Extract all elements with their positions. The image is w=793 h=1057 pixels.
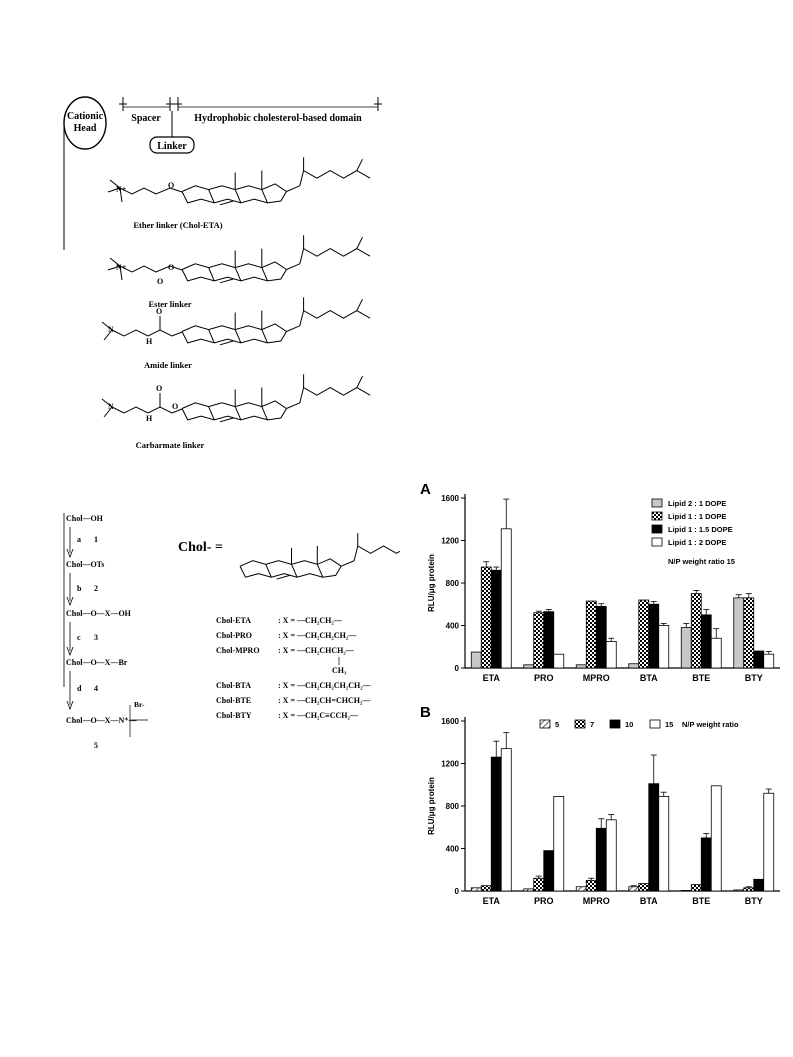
arrow-b-letter: b [77,584,82,593]
bar [471,888,481,891]
bar [681,628,691,668]
bar [481,886,491,891]
legend-label: Lipid 1 : 2 DOPE [668,538,727,547]
x-tick-label: MPRO [582,896,610,906]
atom-label: N+ [116,263,127,272]
legend-swatch [575,720,585,728]
legend-swatch [610,720,620,728]
bar [659,796,669,891]
bar [491,570,501,668]
def-name-bte: Chol-BTE [216,696,252,705]
atom-label: N [108,325,114,334]
atom-label: N [108,402,114,411]
x-tick-label: PRO [533,896,554,906]
x-tick-label: BTY [744,673,763,683]
bar [754,879,764,891]
struct-label-ester: Ester linker [148,299,192,309]
legend-swatch [652,538,662,546]
chart-a [420,480,785,685]
def-name-pro: Chol-PRO [216,631,252,640]
def-formula-bte: : X = —CH₂CH=CHCH₂— [278,696,371,705]
atom-label: O [156,307,163,316]
y-tick-label: 1600 [441,717,459,726]
legend-note: N/P weight ratio 15 [668,557,735,566]
atom-label: O [168,181,175,190]
legend-swatch [652,525,662,533]
step-2-text: Chol—OTs [66,560,105,569]
scheme-svg [60,505,400,795]
step-3-text: Chol—O—X—OH [66,609,131,618]
bar [554,654,564,668]
def-formula-eta: : X = —CH₂CH₂— [278,616,342,625]
bar [491,757,501,891]
bar [606,820,616,891]
legend-label: 15 [665,720,674,729]
bar [544,612,554,668]
bar [734,890,744,891]
bar [471,652,481,668]
panel-letter: A [420,481,431,498]
legend-label: Lipid 2 : 1 DOPE [668,499,727,508]
def-name-eta: Chol-ETA [216,616,251,625]
lipid-design-svg [60,85,390,460]
y-tick-label: 0 [454,887,459,896]
bar [701,838,711,891]
bar [734,598,744,668]
arrow-c-num: 3 [94,633,98,642]
arrow-d-letter: d [77,684,82,693]
bar [501,749,511,891]
def-name-mpro: Chol-MPRO [216,646,260,655]
legend-label: Lipid 1 : 1 DOPE [668,512,727,521]
bar [744,598,754,668]
chart-b-svg [420,703,785,908]
step-4-text: Chol—O—X—Br [66,658,128,667]
bar [711,786,721,891]
arrow-a-letter: a [77,535,81,544]
bar [501,529,511,668]
bar [481,567,491,668]
struct-label-amide: Amide linker [144,360,192,370]
legend-note: N/P weight ratio [682,720,739,729]
linker-label: Linker [157,141,187,152]
y-tick-label: 1200 [441,759,459,769]
bar [764,654,774,668]
bar [576,887,586,891]
atom-label: H [146,337,153,346]
x-tick-label: ETA [482,896,500,906]
chart-a-svg [420,480,785,685]
bar [764,793,774,891]
legend-swatch [652,499,662,507]
struct-label-carbamate: Carbarmate linker [135,440,205,450]
bar [691,885,701,891]
arrow-d-num: 4 [94,684,98,693]
atom-label: O [157,277,164,286]
y-tick-label: 0 [454,664,459,673]
x-tick-label: BTY [744,896,763,906]
atom-label: N+ [116,185,127,194]
step-1-text: Chol—OH [66,514,103,523]
scheme-arrows [67,527,73,709]
bar [586,880,596,891]
def-name-bta: Chol-BTA [216,681,251,690]
ch3-label: CH₃ [332,666,347,675]
bar [649,784,659,891]
domain-label: Hydrophobic cholesterol-based domain [194,113,362,124]
y-tick-label: 400 [445,844,459,854]
atom-label: O [168,263,175,272]
panel-letter: B [420,704,431,721]
bar [681,890,691,891]
def-name-bty: Chol-BTY [216,711,252,720]
bar [639,600,649,668]
struct-label-ether: Ether linker (Chol-ETA) [133,220,223,230]
atom-label: O [172,402,179,411]
y-axis-label: RLU/μg protein [427,554,436,612]
legend-swatch [540,720,550,728]
y-tick-label: 800 [445,579,459,588]
atom-label: O [156,384,163,393]
br-label: Br- [134,700,145,709]
head-label: Head [73,123,97,134]
bar [596,606,606,668]
y-tick-label: 1200 [441,536,459,546]
bar [534,613,544,668]
legend-label: Lipid 1 : 1.5 DOPE [668,525,733,534]
arrow-b-num: 2 [94,584,98,593]
bar [629,887,639,891]
chol-equals: Chol- = [178,540,223,555]
spacer-label: Spacer [131,113,161,124]
def-formula-pro: : X = —CH₂CH₂CH₂— [278,631,357,640]
x-tick-label: ETA [482,673,500,683]
chart-b [420,703,785,908]
x-tick-label: MPRO [582,673,610,683]
bar [691,594,701,668]
arrow-c-letter: c [77,633,81,642]
lipid-design-figure [60,85,390,460]
bar [711,638,721,668]
y-tick-label: 800 [445,802,459,811]
bar [639,884,649,891]
atom-label: H [146,414,153,423]
final-num: 5 [94,741,98,750]
synthesis-scheme [60,505,400,795]
x-tick-label: BTA [639,673,658,683]
bar [649,604,659,668]
cholesterol-skeleton [240,533,400,579]
legend-label: 10 [625,720,634,729]
bar [701,615,711,668]
legend-label: 7 [590,720,595,729]
def-formula-mpro: : X = —CH₂CHCH₂— [278,646,354,655]
x-tick-label: BTE [692,673,711,683]
bar [524,665,534,668]
bar [596,828,606,891]
bar [586,601,596,668]
legend-swatch [652,512,662,520]
bar [629,664,639,668]
bar [576,665,586,668]
x-tick-label: BTE [692,896,711,906]
bar [554,796,564,891]
bar [524,889,534,891]
bar [534,878,544,891]
bar [606,641,616,668]
def-formula-bty: : X = —CH₂C≡CCH₂— [278,711,358,720]
def-formula-bta: : X = —CH₂CH₂CH₂CH₂— [278,681,371,690]
legend-swatch [650,720,660,728]
cationic-head-label: Cationic [66,111,104,122]
x-tick-label: PRO [533,673,554,683]
y-tick-label: 400 [445,621,459,631]
x-tick-label: BTA [639,896,658,906]
bar [744,888,754,891]
bar [659,626,669,669]
legend-label: 5 [555,720,560,729]
y-axis-label: RLU/μg protein [427,777,436,835]
structure-drawings [102,157,370,423]
bar [544,851,554,891]
bar [754,651,764,668]
arrow-a-num: 1 [94,535,98,544]
step-5-text: Chol—O—X—N⁺— [66,716,137,725]
y-tick-label: 1600 [441,494,459,503]
